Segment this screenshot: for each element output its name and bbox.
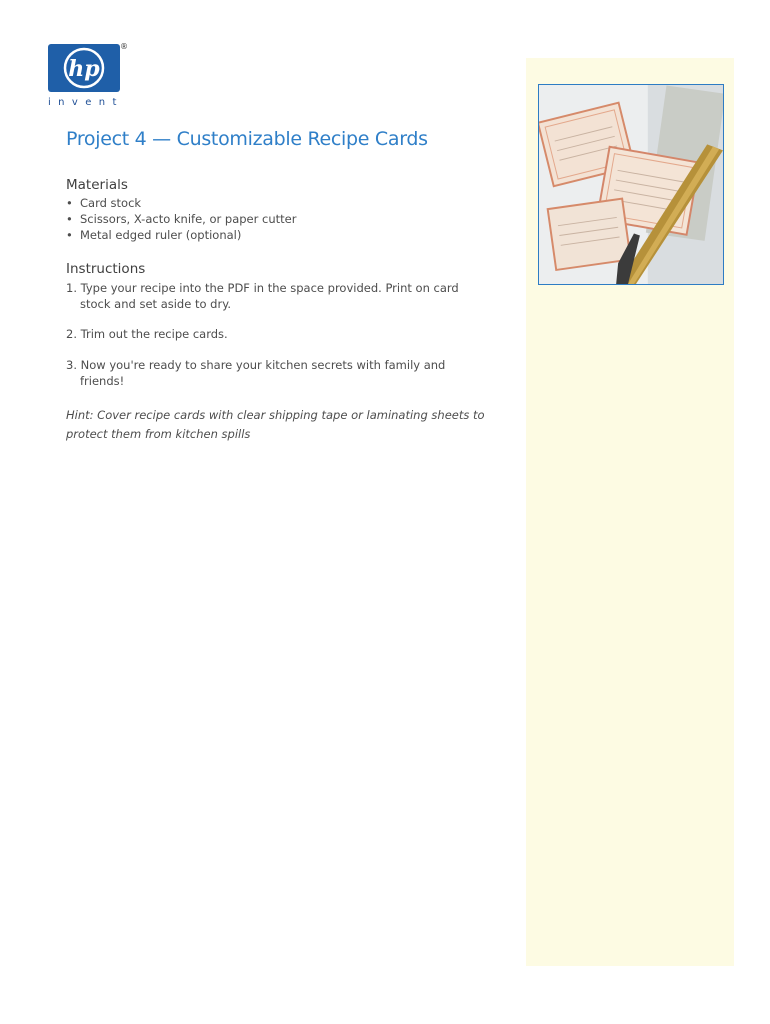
list-item: • Metal edged ruler (optional): [66, 227, 296, 243]
instruction-step: 3. Now you're ready to share your kitchen secrets with family and friends!: [66, 358, 446, 388]
registered-mark: ®: [120, 42, 128, 51]
instructions-heading: Instructions: [66, 261, 146, 277]
hp-logo-icon: [48, 44, 120, 92]
hint-text: Hint: Cover recipe cards with clear shipping tape or laminating sheets to protect them from kitchen spills: [66, 408, 485, 441]
recipe-cards-photo: [538, 84, 724, 285]
hp-logo-letters: hp: [68, 56, 100, 82]
page-title: Project 4 — Customizable Recipe Cards: [66, 128, 428, 150]
hp-logo: [48, 44, 120, 92]
list-item: • Scissors, X-acto knife, or paper cutter: [66, 211, 296, 227]
logo-tagline: invent: [48, 97, 124, 108]
recipe-cards-illustration: [539, 85, 723, 284]
list-item: • Card stock: [66, 195, 296, 211]
instruction-step: 2. Trim out the recipe cards.: [66, 327, 228, 341]
materials-list: [66, 195, 296, 243]
instruction-step: 1. Type your recipe into the PDF in the space provided. Print on card stock and set aside to dry.: [66, 281, 459, 311]
materials-heading: Materials: [66, 177, 128, 193]
